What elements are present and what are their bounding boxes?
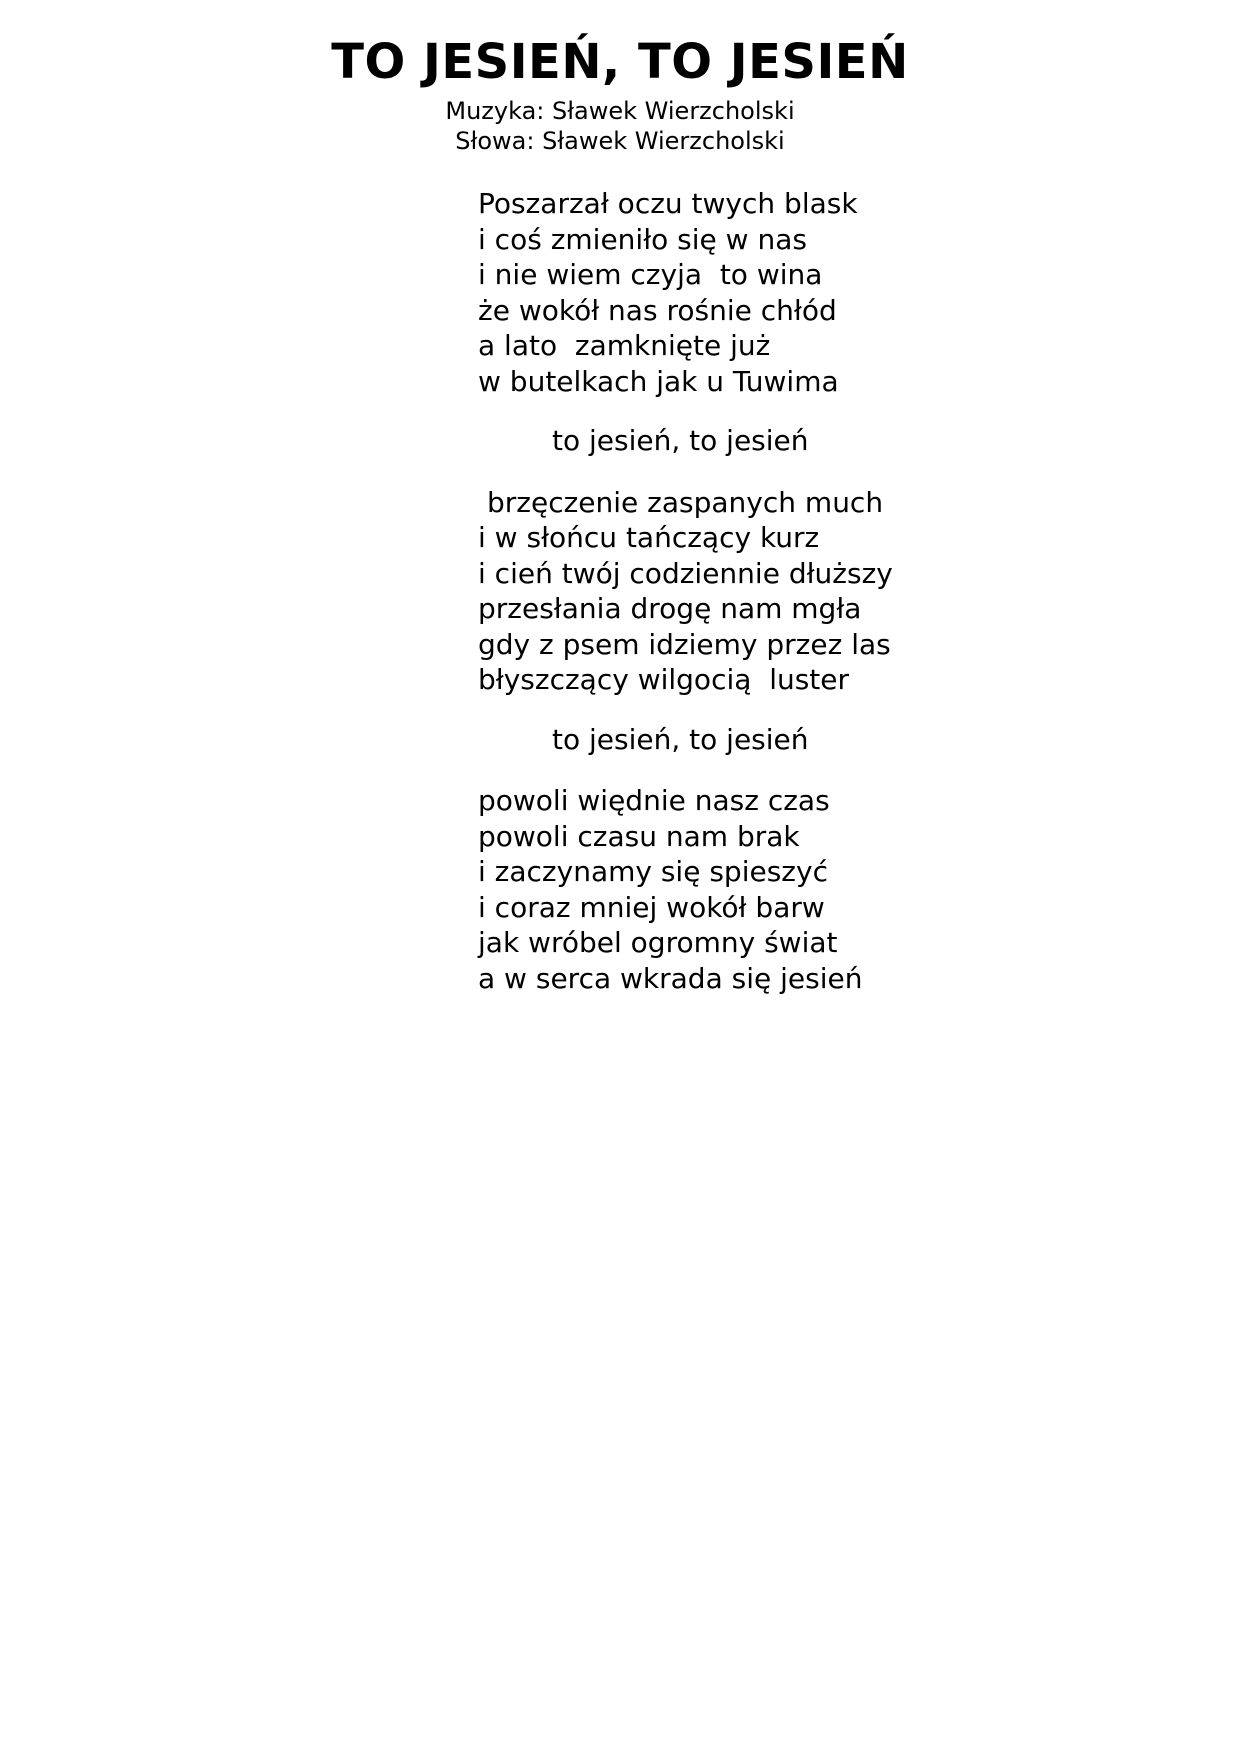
lyrics-body xyxy=(478,186,1178,996)
verse-2 xyxy=(478,485,1178,698)
verse-line: powoli więdnie nasz czas xyxy=(478,784,830,817)
verse-line: i w słońcu tańczący kurz xyxy=(478,521,820,554)
verse-line: brzęczenie zaspanych much xyxy=(487,485,884,519)
verse-line: błyszczący wilgocią luster xyxy=(478,663,850,696)
verse-line: a lato zamknięte już xyxy=(478,329,771,362)
song-title: TO JESIEŃ, TO JESIEŃ xyxy=(331,34,909,90)
song-credits xyxy=(0,96,1240,156)
verse-line: gdy z psem idziemy przez las xyxy=(478,627,891,661)
chorus-1: to jesień, to jesień xyxy=(552,424,809,457)
music-credit: Muzyka: Sławek Wierzcholski xyxy=(445,97,795,125)
verse-line: i nie wiem czyja to wina xyxy=(478,258,823,291)
verse-line: i coś zmieniło się w nas xyxy=(478,222,807,256)
verse-line: a w serca wkrada się jesień xyxy=(478,961,863,995)
verse-line: i coraz mniej wokół barw xyxy=(478,890,825,924)
verse-line: powoli czasu nam brak xyxy=(478,819,800,853)
verse-3 xyxy=(478,783,1178,996)
song-header xyxy=(0,30,1240,156)
verse-line: i zaczynamy się spieszyć xyxy=(478,855,828,888)
verse-line: przesłania drogę nam mgła xyxy=(478,592,862,625)
verse-line: jak wróbel ogromny świat xyxy=(478,926,838,959)
verse-line: w butelkach jak u Tuwima xyxy=(478,364,839,398)
lyrics-credit: Słowa: Sławek Wierzcholski xyxy=(455,127,785,155)
verse-line: i cień twój codziennie dłuższy xyxy=(478,556,893,590)
chorus-2: to jesień, to jesień xyxy=(552,722,809,756)
verse-1 xyxy=(478,186,1178,399)
verse-line: Poszarzał oczu twych blask xyxy=(478,187,858,220)
verse-line: że wokół nas rośnie chłód xyxy=(478,293,837,327)
